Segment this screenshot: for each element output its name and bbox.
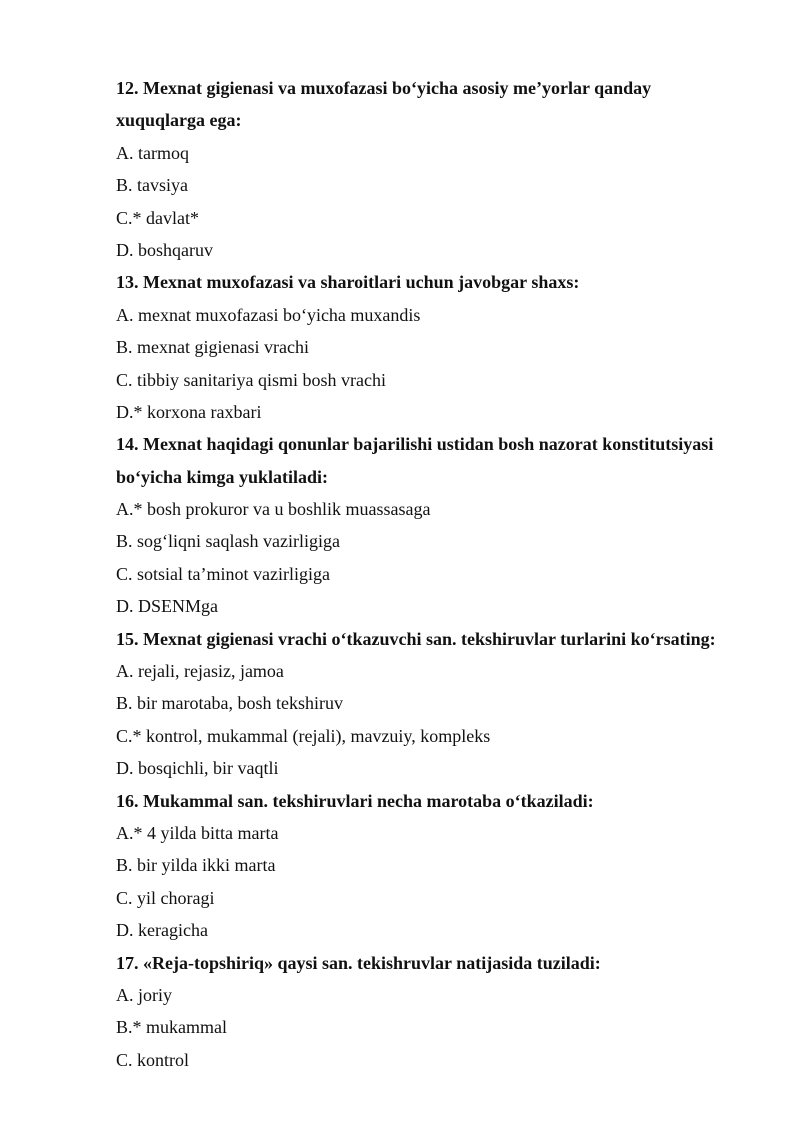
question-13-option-a: A. mexnat muxofazasi bo‘yicha muxandis	[116, 304, 421, 325]
question-17-option-b: B.* mukammal	[116, 1017, 227, 1038]
question-13-line-1: 13. Mexnat muxofazasi va sharoitlari uchun javobgar shaxs:	[116, 272, 580, 293]
question-12-line-2: xuquqlarga ega:	[116, 110, 242, 131]
question-17-option-a: A. joriy	[116, 984, 172, 1005]
question-13-option-d: D.* korxona raxbari	[116, 401, 262, 422]
question-12-option-b: B. tavsiya	[116, 175, 188, 196]
question-16-option-c: C. yil choragi	[116, 887, 215, 908]
question-17-option-c: C. kontrol	[116, 1049, 190, 1070]
question-14-line-2: bo‘yicha kimga yuklatiladi:	[116, 466, 329, 487]
question-16-option-a: A.* 4 yilda bitta marta	[116, 822, 279, 843]
question-17-line-1: 17. «Reja-topshiriq» qaysi san. tekishruvlar natijasida tuziladi:	[116, 952, 601, 973]
question-14-option-c: C. sotsial ta’minot vazirligiga	[116, 563, 330, 584]
question-13-option-b: B. mexnat gigienasi vrachi	[116, 337, 309, 358]
question-14-option-a: A.* bosh prokuror va u boshlik muassasaga	[116, 499, 431, 520]
question-12-option-a: A. tarmoq	[116, 142, 189, 163]
question-14-option-b: B. sog‘liqni saqlash vazirligiga	[116, 531, 340, 552]
question-16-option-d: D. keragicha	[116, 920, 208, 941]
question-12-option-d: D. boshqaruv	[116, 239, 213, 260]
question-14-line-1: 14. Mexnat haqidagi qonunlar bajarilishi ustidan bosh nazorat konstitutsiyasi	[116, 434, 714, 455]
question-15-option-b: B. bir marotaba, bosh tekshiruv	[116, 693, 343, 714]
question-16-option-b: B. bir yilda ikki marta	[116, 855, 276, 876]
question-15-line-1: 15. Mexnat gigienasi vrachi o‘tkazuvchi san. tekshiruvlar turlarini ko‘rsating:	[116, 628, 716, 649]
question-15-option-c: C.* kontrol, mukammal (rejali), mavzuiy, kompleks	[116, 725, 491, 746]
question-13-option-c: C. tibbiy sanitariya qismi bosh vrachi	[116, 369, 386, 390]
question-16-line-1: 16. Mukammal san. tekshiruvlari necha marotaba o‘tkaziladi:	[116, 790, 594, 811]
question-12-option-c: C.* davlat*	[116, 207, 199, 228]
question-15-option-d: D. bosqichli, bir vaqtli	[116, 758, 279, 779]
question-15-option-a: A. rejali, rejasiz, jamoa	[116, 661, 284, 682]
question-list	[116, 72, 756, 1076]
question-12-line-1: 12. Mexnat gigienasi va muxofazasi bo‘yicha asosiy me’yorlar qanday	[116, 78, 652, 98]
question-14-option-d: D. DSENMga	[116, 596, 218, 617]
